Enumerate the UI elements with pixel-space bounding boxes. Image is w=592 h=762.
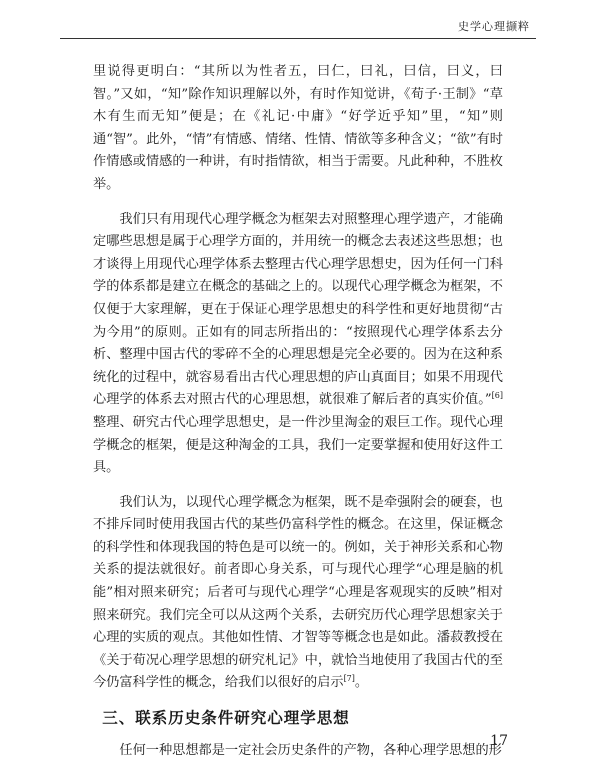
- citation-ref: [6]: [491, 391, 503, 401]
- paragraph-text: 整理、研究古代心理学思想史，是一件沙里淘金的艰巨工作。现代心理学概念的框架，便是这种淘金的工具，我们一定要掌握和使用好这件工具。: [93, 414, 503, 476]
- page-number: 17: [490, 733, 508, 749]
- paragraph-concepts: [93, 492, 503, 695]
- paragraph-gap: [93, 480, 503, 492]
- paragraph-framework: [93, 209, 503, 480]
- paragraph-gap: [93, 197, 503, 209]
- page-body: [93, 61, 503, 762]
- paragraph-continued: 里说得更明白：“其所以为性者五，曰仁，曰礼，曰信，曰义，曰智。”又如，“知”除作知识理解以外，有时作知觉讲，《荀子·王制》“草木有生而无知”便是；在《礼记·中庸》“好学近乎知”里，“知”则通“智”。此外，“情”有情感、情绪、性情、情欲等多种含义；“欲”有时作情感或情感的一种讲，有时指情欲，相当于需要。凡此种种，不胜枚举。: [93, 64, 503, 192]
- paragraph-text: 。: [354, 675, 369, 691]
- paragraph-text: 我们认为，以现代心理学概念为框架，既不是牵强附会的硬套，也不排斥同时使用我国古代的某些仍富科学性的概念。在这里，保证概念的科学性和体现我国的特色是可以统一的。例如，关于神形关系和心物关系的提法就很好。前者即心身关系，可与现代心理学“心理是脑的机能”相对照来研究；后者可与现代心理学“心理是客观现实的反映”相对照来研究。我们完全可以从这两个关系，去研究历代心理学思想家关于心理的实质的观点。其他如性情、才智等等概念也是如此。潘菽教授在《关于荀况心理学思想的研究札记》中，就恰当地使用了我国古代的至今仍富科学性的概念，给我们以很好的启示: [93, 494, 503, 691]
- section-heading: 三、联系历史条件研究心理学思想: [102, 709, 350, 728]
- paragraph-text: 我们只有用现代心理学概念为框架去对照整理心理学遗产，才能确定哪些思想是属于心理学方面的，并用统一的概念去表述这些思想；也才谈得上用现代心理学体系去整理古代心理学思想史，因为任何一门科学的体系都是建立在概念的基础之上的。以现代心理学概念为框架，不仅便于大家理解，更在于保证心理学思想史的科学性和更好地贯彻“古为今用”的原则。正如有的同志所指出的：“按照现代心理学体系去分析、整理中国古代的零碎不全的心理思想是完全必要的。因为在这种系统化的过程中，就容易看出古代心理思想的庐山真面目；如果不用现代心理学的体系去对照古代的心理思想，就很难了解后者的真实价值。”: [93, 211, 503, 408]
- running-head-title: 史学心理撷粹: [458, 20, 530, 33]
- header-rule: [60, 38, 536, 39]
- citation-ref: [7]: [343, 674, 355, 684]
- paragraph-history: 任何一种思想都是一定社会历史条件的产物，各种心理学思想的形: [119, 742, 502, 758]
